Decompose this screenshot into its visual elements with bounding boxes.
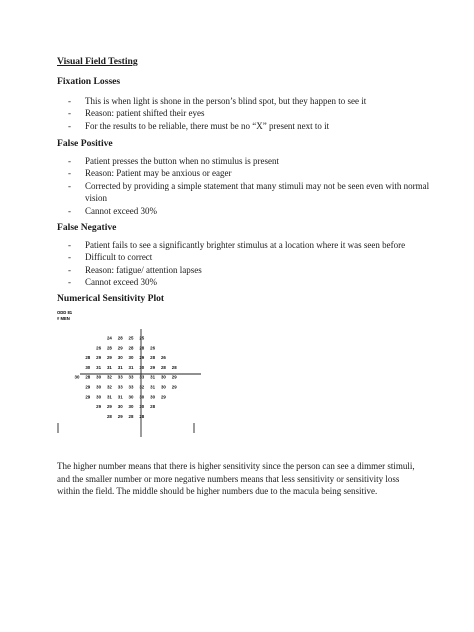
list-item: - Patient fails to see a significantly brighter stimulus at a location where it was seen before bbox=[68, 240, 406, 250]
plot-value: 28 bbox=[128, 345, 134, 351]
list-item: - Patient presses the button when no stimulus is present bbox=[68, 156, 279, 166]
heading-numerical-sensitivity-plot: Numerical Sensitivity Plot bbox=[57, 293, 165, 304]
plot-value: 26 bbox=[160, 355, 166, 361]
plot-values bbox=[75, 336, 178, 419]
heading-false-positive: False Positive bbox=[57, 138, 113, 149]
plot-value: 31 bbox=[106, 394, 112, 400]
plot-value: 29 bbox=[150, 364, 156, 370]
list-item: - Reason: patient shifted their eyes bbox=[68, 108, 205, 119]
plot-value: 30 bbox=[150, 394, 156, 400]
heading-false-negative: False Negative bbox=[57, 222, 117, 233]
plot-value: 31 bbox=[117, 364, 123, 370]
plot-value: 30 bbox=[160, 384, 166, 390]
list-item: - Reason: Patient may be anxious or eager bbox=[68, 168, 232, 179]
plot-value: 28 bbox=[150, 355, 156, 361]
plot-value: 30 bbox=[160, 374, 166, 380]
explanation-paragraph: The higher number means that there is higher sensitivity since the person can see a dimmer stimuli, and the smaller number or more negative numbers means that less sensitivity or sensitivity loss within the field. The middle should be higher numbers due to the macula being sensitive. bbox=[57, 461, 415, 496]
plot-value: 28 bbox=[150, 404, 156, 410]
plot-value: 24 bbox=[106, 335, 112, 341]
plot-value: 30 bbox=[139, 364, 145, 370]
plot-value: 33 bbox=[139, 374, 145, 380]
plot-value: 28 bbox=[139, 413, 145, 419]
plot-value: 28 bbox=[85, 355, 91, 361]
list-item: - Reason: fatigue/ attention lapses bbox=[68, 264, 202, 275]
plot-value: 29 bbox=[139, 355, 145, 361]
plot-value: 33 bbox=[128, 374, 134, 380]
plot-value: 28 bbox=[160, 364, 166, 370]
fixation-losses-list bbox=[57, 95, 437, 132]
plot-value: 25 bbox=[128, 335, 134, 341]
false-positive-list bbox=[57, 155, 437, 217]
plot-value: 31 bbox=[117, 394, 123, 400]
plot-header-line-2: # MEN bbox=[57, 316, 70, 321]
plot-value: 32 bbox=[106, 384, 112, 390]
plot-value: 28 bbox=[85, 374, 91, 380]
plot-value: 33 bbox=[117, 384, 123, 390]
plot-value: 30 bbox=[96, 384, 102, 390]
plot-value: 30 bbox=[128, 355, 134, 361]
sensitivity-plot-figure bbox=[57, 309, 207, 439]
sensitivity-plot bbox=[57, 309, 207, 439]
plot-value: 30 bbox=[74, 374, 80, 380]
plot-value: 28 bbox=[139, 345, 145, 351]
plot-value: 30 bbox=[96, 394, 102, 400]
document-title: Visual Field Testing bbox=[57, 56, 138, 67]
plot-value: 29 bbox=[160, 394, 166, 400]
plot-value: 31 bbox=[150, 384, 156, 390]
plot-value: 25 bbox=[139, 335, 145, 341]
plot-value: 30 bbox=[128, 394, 134, 400]
plot-value: 29 bbox=[85, 394, 91, 400]
plot-value: 30 bbox=[117, 404, 123, 410]
plot-value: 28 bbox=[128, 413, 134, 419]
plot-value: 31 bbox=[106, 364, 112, 370]
false-negative-list bbox=[57, 239, 437, 289]
plot-value: 28 bbox=[106, 345, 112, 351]
plot-value: 30 bbox=[139, 404, 145, 410]
plot-value: 29 bbox=[117, 345, 123, 351]
plot-value: 30 bbox=[128, 404, 134, 410]
plot-value: 30 bbox=[139, 394, 145, 400]
plot-value: 29 bbox=[171, 374, 177, 380]
plot-value: 33 bbox=[128, 384, 134, 390]
plot-value: 31 bbox=[128, 364, 134, 370]
plot-value: 33 bbox=[117, 374, 123, 380]
plot-value: 26 bbox=[150, 345, 156, 351]
plot-value: 28 bbox=[106, 413, 112, 419]
list-item: - Corrected by providing a simple statement that many stimuli may not be seen even with normal vision bbox=[68, 180, 430, 204]
plot-header-line-1: ODD 81 bbox=[57, 310, 73, 315]
plot-value: 30 bbox=[117, 355, 123, 361]
plot-value: 29 bbox=[106, 355, 112, 361]
plot-value: 28 bbox=[171, 364, 177, 370]
plot-value: 30 bbox=[96, 374, 102, 380]
plot-value: 29 bbox=[106, 404, 112, 410]
plot-value: 29 bbox=[85, 384, 91, 390]
list-item: - For the results to be reliable, there must be no “X” present next to it bbox=[68, 120, 330, 131]
plot-value: 31 bbox=[96, 364, 102, 370]
plot-value: 28 bbox=[117, 335, 123, 341]
plot-value: 30 bbox=[85, 364, 91, 370]
plot-value: 32 bbox=[139, 384, 145, 390]
list-item: - Cannot exceed 30% bbox=[68, 205, 157, 216]
list-item: - Difficult to correct bbox=[68, 252, 153, 263]
plot-value: 29 bbox=[96, 355, 102, 361]
plot-value: 26 bbox=[96, 345, 102, 351]
list-item: - This is when light is shone in the person’s blind spot, but they happen to see it bbox=[68, 96, 367, 106]
plot-value: 32 bbox=[106, 374, 112, 380]
plot-value: 29 bbox=[96, 404, 102, 410]
plot-value: 31 bbox=[150, 374, 156, 380]
plot-value: 29 bbox=[117, 413, 123, 419]
list-item: - Cannot exceed 30% bbox=[68, 277, 157, 288]
heading-fixation-losses: Fixation Losses bbox=[57, 76, 121, 87]
plot-value: 29 bbox=[171, 384, 177, 390]
